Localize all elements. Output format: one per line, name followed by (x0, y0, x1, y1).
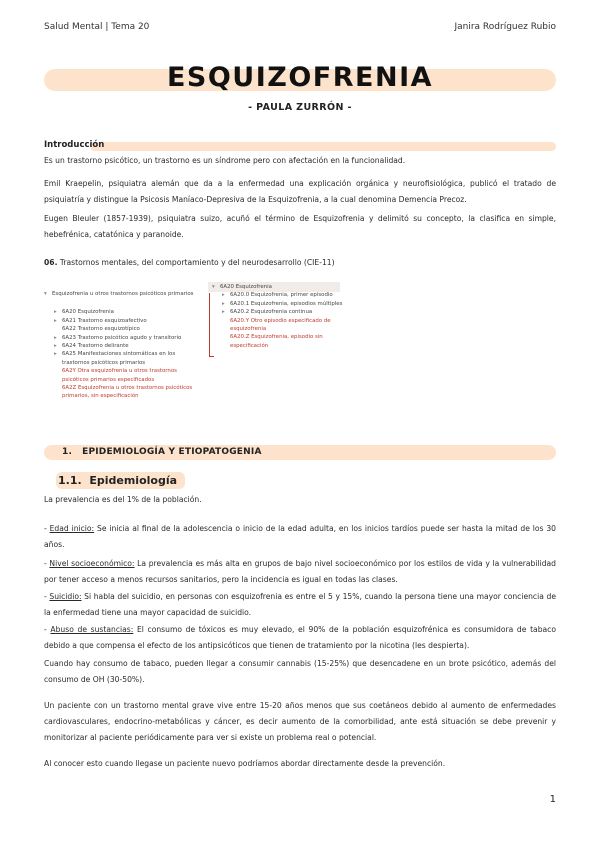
tree-item[interactable]: ▸ 6A20.2 Esquizofrenia continua (222, 309, 313, 316)
tree-item[interactable]: ▸ 6A20.1 Esquizofrenia, episodios múltiples (222, 300, 343, 307)
section-1-1-number: 1.1. (58, 474, 82, 487)
bullet-label: Nivel socioeconómico: (49, 559, 135, 568)
tree-item[interactable]: ▸ 6A24 Trastorno delirante (54, 343, 129, 350)
tree-item[interactable]: ▸ 6A21 Trastorno esquizoafectivo (54, 317, 147, 324)
epi-paragraph-comorbidity: Un paciente con un trastorno mental grave vive entre 15-20 años menos que sus coetáneos debido al aumento de enfermedades cardiovasculares, endocrino-metabólicas y cáncer, es decir aumento de la comorbilidad, ante está situación se debe prevenir y monitorizar al paciente periódicamente para ver si existe un problema real o potencial. (44, 701, 556, 742)
section-1-1-highlight (56, 472, 185, 489)
tree-item-cont: trastornos psicóticos primarios (62, 359, 146, 366)
bullet-label: Edad inicio: (49, 524, 95, 533)
section-1-title: EPIDEMIOLOGÍA Y ETIOPATOGENIA (82, 447, 262, 457)
tree-item-cont: psicóticos primarios especificados (62, 376, 155, 383)
tree-bracket-foot (209, 356, 214, 357)
icd-tree-left (44, 290, 214, 401)
tree-root-row[interactable] (44, 290, 214, 298)
tree-item-cont: primarios, sin especificación (62, 393, 139, 400)
caret-down-icon: ▾ (44, 291, 47, 297)
tree-item[interactable]: ▸ 6A20 Esquizofrenia (54, 309, 114, 316)
tree-item[interactable]: 6A22 Trastorno esquizotípico (62, 326, 140, 333)
caret-right-icon: ▸ (54, 309, 57, 316)
epi-bullet-socioeconomic: - Nivel socioeconómico: La prevalencia es más alta en grupos de bajo nivel socioeconómico por los estilos de vida y la vulnerabilidad por tener acceso a menos recursos sanitarios, pero la incidencia es igual en todas las clases. (44, 559, 556, 584)
page-number: 1 (549, 794, 556, 805)
tree-item[interactable]: ▸ 6A20.0 Esquizofrenia, primer episodio (222, 292, 333, 299)
icd-chapter-title: Trastornos mentales, del comportamiento y del neurodesarrollo (CIE-11) (57, 258, 335, 267)
tree-item-cont: especificación (230, 342, 269, 349)
section-1-number: 1. (62, 447, 73, 457)
caret-down-icon: ▾ (212, 284, 215, 290)
caret-right-icon: ▸ (222, 309, 225, 316)
epi-bullet-substances: - Abuso de sustancias: El consumo de tóxicos es muy elevado, el 90% de la población esquizofrénica es consumidora de tabaco debido a que compensa el efecto de los antipsicóticos que tienen de tratamiento por la nicotina (les despierta). (44, 625, 556, 650)
running-header-left: Salud Mental | Tema 20 (44, 22, 150, 32)
tree-item[interactable]: ▸ 6A23 Trastorno psicótico agudo y transitorio (54, 334, 182, 341)
tree-item[interactable]: 6A2Y Otra esquizofrenia u otros trastornos (62, 368, 177, 375)
intro-heading-band (90, 142, 556, 151)
icd-tree-right (212, 283, 352, 350)
epi-paragraph-tobacco: Cuando hay consumo de tabaco, pueden llegar a consumir cannabis (15-25%) que desencadene en un brote psicótico, además del consumo de OH (30-50%). (44, 659, 556, 684)
running-header-right: Janira Rodríguez Rubio (454, 22, 556, 32)
tree-root-label: Esquizofrenia u otros trastornos psicóticos primarios (52, 291, 194, 297)
icd-code-line (44, 255, 556, 271)
bullet-label: Suicidio: (49, 592, 82, 601)
epi-prevalence: La prevalencia es del 1% de la población. (44, 495, 202, 504)
author-line: - PAULA ZURRÓN - (248, 102, 352, 113)
epi-bullet-age: - Edad inicio: Se inicia al final de la adolescencia o inicio de la edad adulta, en los inicios tardíos puede ser hasta la mitad de los 30 años. (44, 524, 557, 549)
caret-right-icon: ▸ (54, 317, 57, 324)
caret-right-icon: ▸ (54, 334, 57, 341)
tree-root-label: 6A20 Esquizofrenia (220, 284, 272, 290)
section-1-1-heading (56, 474, 185, 487)
intro-heading: Introducción (44, 140, 105, 150)
epi-paragraph-prevention: Al conocer esto cuando llegase un paciente nuevo podríamos abordar directamente desde la prevención. (44, 759, 446, 768)
tree-item-cont: esquizofrenia (230, 326, 267, 333)
tree-root-row[interactable] (212, 283, 352, 291)
epi-bullet-suicide: - Suicidio: Si habla del suicidio, en personas con esquizofrenia es entre el 5 y 15%, cuando la persona tiene una mayor conciencia de la enfermedad tiene una mayor capacidad de suicidio. (44, 592, 556, 617)
intro-paragraph-3: Eugen Bleuler (1857-1939), psiquiatra suizo, acuñó el término de Esquizofrenia y delimitó su concepto, la clasifica en simple, hebefrénica, catatónica y paranoide. (44, 214, 556, 239)
section-1-heading (62, 447, 262, 457)
intro-paragraph-2: Emil Kraepelin, psiquiatra alemán que da a la enfermedad una explicación orgánica y neurofisiológica, publicó el tratado de psiquiatría y distingue la Psicosis Maníaco-Depresiva de la Esquizofrenia, a la cual denomina Demencia Precoz. (44, 179, 556, 204)
caret-right-icon: ▸ (54, 351, 57, 358)
intro-paragraph-1: Es un trastorno psicótico, un trastorno es un síndrome pero con afectación en la funcionalidad. (44, 156, 406, 165)
icd-chapter-code: 06. (44, 258, 58, 267)
tree-item[interactable]: 6A20.Z Esquizofrenia, episodio sin (230, 334, 323, 341)
tree-bracket-line (209, 293, 210, 357)
page-title: ESQUIZOFRENIA (166, 62, 434, 93)
caret-right-icon: ▸ (222, 300, 225, 307)
caret-right-icon: ▸ (54, 343, 57, 350)
caret-right-icon: ▸ (222, 292, 225, 299)
tree-item[interactable]: ▸ 6A25 Manifestaciones sintomáticas en los (54, 351, 176, 358)
tree-item[interactable]: 6A2Z Esquizofrenia u otros trastornos psicóticos (62, 385, 193, 392)
bullet-label: Abuso de sustancias: (50, 625, 134, 634)
section-1-1-title: Epidemiología (89, 474, 178, 487)
tree-item[interactable]: 6A20.Y Otro episodio especificado de (230, 317, 331, 324)
